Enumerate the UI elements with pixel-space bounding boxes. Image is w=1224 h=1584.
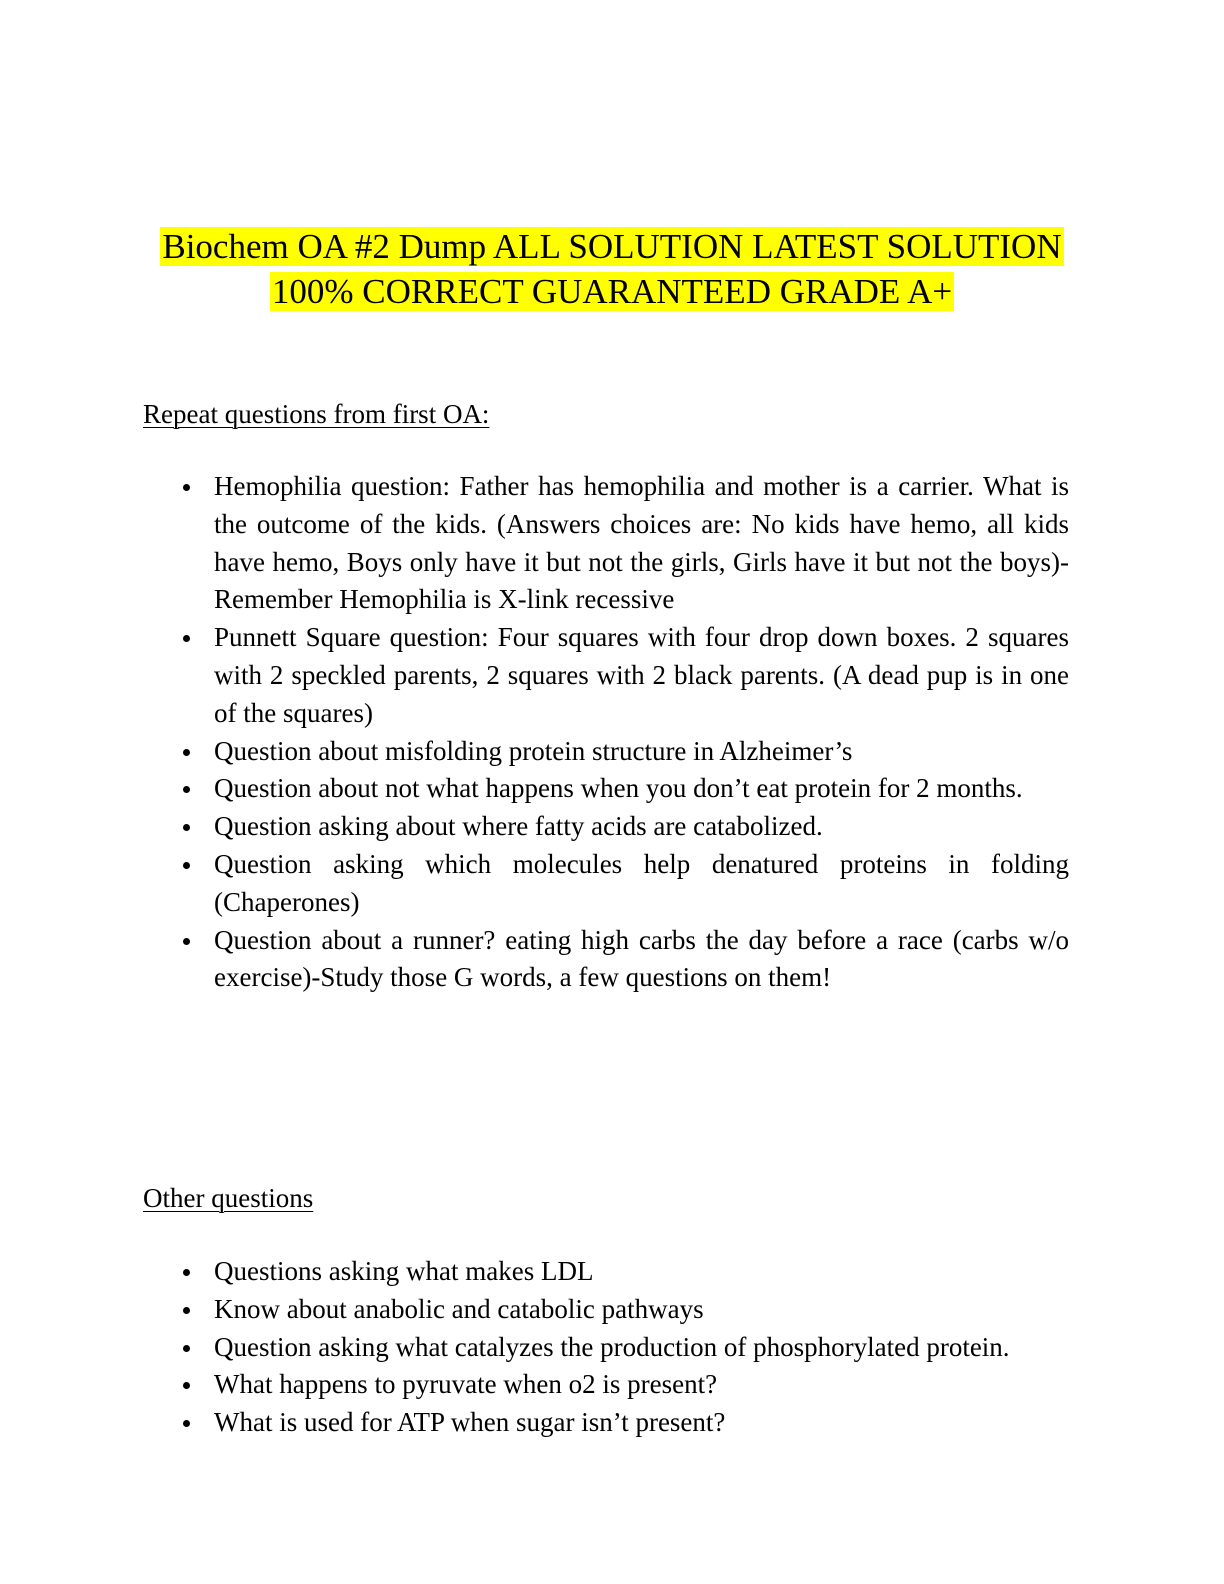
section-heading-other-questions: Other questions — [143, 1183, 314, 1213]
list-item: Question asking which molecules help denatured proteins in folding (Chaperones) — [214, 846, 1069, 922]
document-title-text: Biochem OA #2 Dump ALL SOLUTION LATEST SOLUTION 100% CORRECT GUARANTEED GRADE A+ — [162, 227, 1062, 311]
list-item: Punnett Square question: Four squares with four drop down boxes. 2 squares with 2 speckled parents, 2 squares with 2 black parents. (A dead pup is in one of the squares) — [214, 619, 1069, 732]
list-item: What happens to pyruvate when o2 is present? — [214, 1366, 1069, 1404]
section-heading-repeat-questions: Repeat questions from first OA: — [143, 399, 490, 429]
list-item: Question about not what happens when you don’t eat protein for 2 months. — [214, 770, 1069, 808]
other-questions-list — [214, 1253, 1069, 1442]
list-item: What is used for ATP when sugar isn’t present? — [214, 1404, 1069, 1442]
repeat-questions-list — [214, 468, 1069, 997]
list-item: Know about anabolic and catabolic pathways — [214, 1291, 1069, 1329]
list-item: Question about a runner? eating high carbs the day before a race (carbs w/o exercise)-Study those G words, a few questions on them! — [214, 922, 1069, 998]
list-item: Question asking about where fatty acids are catabolized. — [214, 808, 1069, 846]
document-title — [140, 224, 1084, 314]
list-item: Question about misfolding protein structure in Alzheimer’s — [214, 733, 1069, 771]
list-item: Hemophilia question: Father has hemophilia and mother is a carrier. What is the outcome of the kids. (Answers choices are: No kids have hemo, all kids have hemo, Boys only have it but not the girls, Girls have it but not the boys)-Remember Hemophilia is X-link recessive — [214, 468, 1069, 619]
list-item: Question asking what catalyzes the production of phosphorylated protein. — [214, 1329, 1069, 1367]
list-item: Questions asking what makes LDL — [214, 1253, 1069, 1291]
